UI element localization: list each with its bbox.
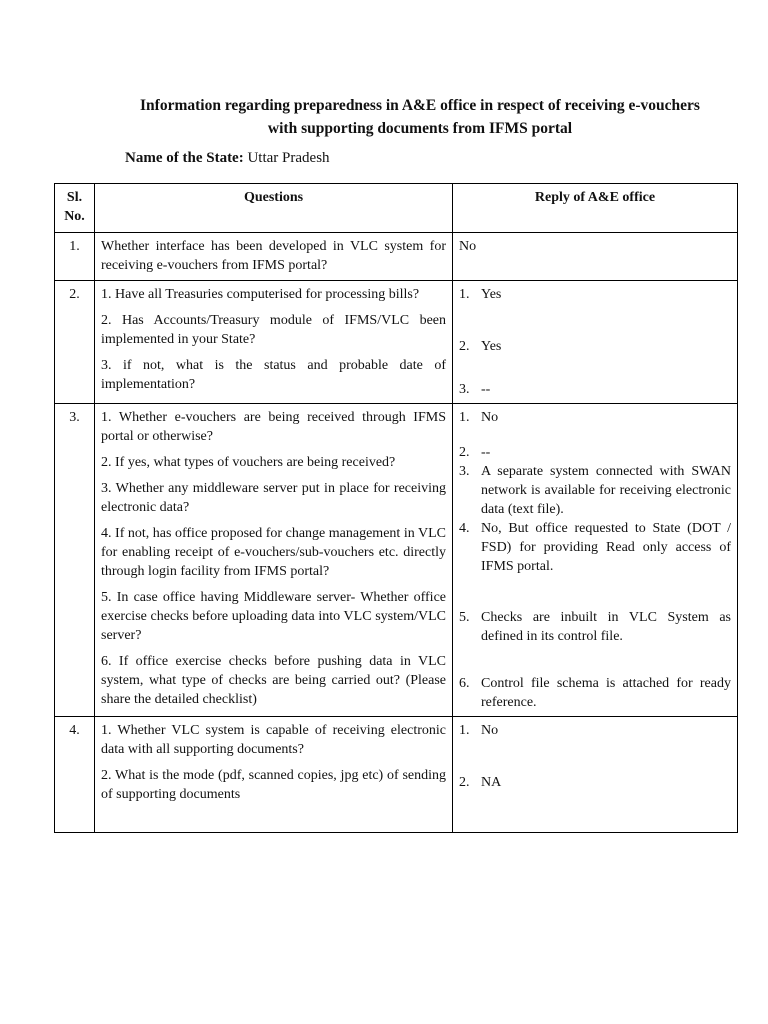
row-questions [95,233,453,281]
table-row [55,717,738,833]
state-value: Uttar Pradesh [247,150,330,166]
question-text: 2. What is the mode (pdf, scanned copies, jpg etc) of sending of supporting documents [101,768,446,802]
row-questions [95,717,453,833]
question-text: 6. If office exercise checks before pushing data in VLC system, what type of checks are being carried out? (Please share the detailed checklist) [101,654,446,707]
question-text: 3. if not, what is the status and probable date of implementation? [101,358,446,392]
reply-item: 1. Yes [459,287,502,302]
reply-item: 3. -- [459,382,491,397]
document-title [60,94,768,140]
header-questions: Questions [95,184,453,233]
reply-item: 3. A separate system connected with SWAN network is available for receiving electronic data (text file). [459,464,731,517]
question-text: 1. Whether VLC system is capable of receiving electronic data with all supporting documents? [101,723,446,757]
reply-item: 2. NA [459,775,502,790]
table-header-row [55,184,738,233]
question-text: Whether interface has been developed in VLC system for receiving e-vouchers from IFMS portal? [101,239,446,273]
row-sl: 4. [55,717,95,833]
table-row [55,404,738,717]
row-questions [95,404,453,717]
state-line [125,150,330,167]
question-text: 2. If yes, what types of vouchers are being received? [101,455,396,470]
header-reply: Reply of A&E office [453,184,738,233]
row-reply [453,233,738,281]
question-text: 1. Whether e-vouchers are being received through IFMS portal or otherwise? [101,410,446,444]
state-label: Name of the State: [125,150,244,166]
row-sl: 1. [55,233,95,281]
row-reply [453,281,738,404]
reply-item: 2. Yes [459,339,502,354]
reply-item: 1. No [459,723,499,738]
title-line-1: Information regarding preparedness in A&E office in respect of receiving e-vouchers [140,97,700,114]
row-questions [95,281,453,404]
reply-item: 5. Checks are inbuilt in VLC System as defined in its control file. [459,610,731,644]
table-row [55,233,738,281]
question-text: 3. Whether any middleware server put in place for receiving electronic data? [101,481,446,515]
reply-item: 1. No [459,410,499,425]
reply-text: No [459,239,477,254]
reply-item: 2. -- [459,445,491,460]
question-text: 2. Has Accounts/Treasury module of IFMS/VLC been implemented in your State? [101,313,446,347]
question-text: 5. In case office having Middleware server- Whether office exercise checks before uploading data into VLC system/VLC server? [101,590,446,643]
reply-item: 6. Control file schema is attached for ready reference. [459,676,731,710]
table-row [55,281,738,404]
question-text: 4. If not, has office proposed for change management in VLC for enabling receipt of e-vouchers/sub-vouchers etc. directly through login facility from IFMS portal? [101,526,446,579]
question-text: 1. Have all Treasuries computerised for processing bills? [101,287,420,302]
row-sl: 3. [55,404,95,717]
row-reply [453,717,738,833]
header-sl-no: Sl. No. [55,184,95,233]
row-reply [453,404,738,717]
title-line-2: with supporting documents from IFMS portal [267,120,573,137]
row-sl: 2. [55,281,95,404]
reply-item: 4. No, But office requested to State (DOT / FSD) for providing Read only access of IFMS portal. [459,521,731,574]
questionnaire-table [54,183,738,833]
